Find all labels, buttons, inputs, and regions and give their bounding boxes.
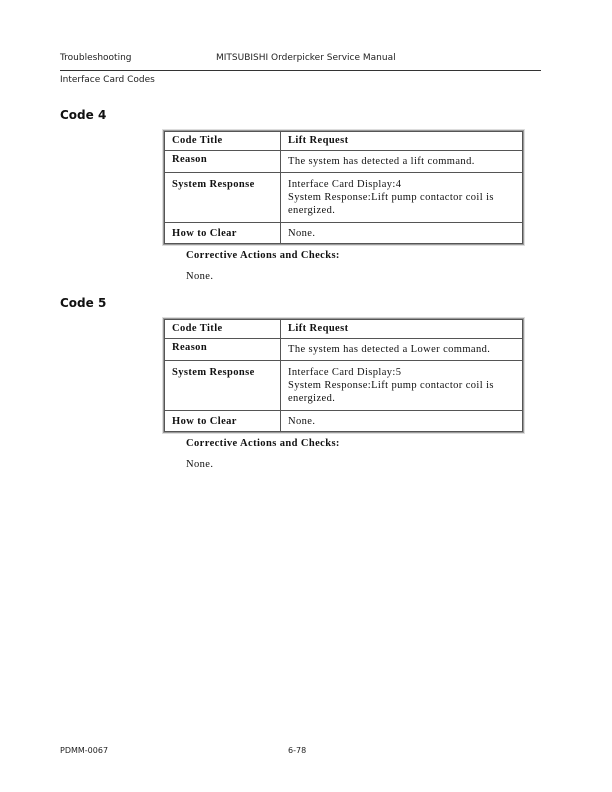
header-rule: [60, 70, 541, 71]
footer-page-number: 6-78: [288, 746, 307, 755]
row-label: How to Clear: [165, 411, 281, 432]
row-value: None.: [281, 411, 523, 432]
row-value: Lift Request: [281, 132, 523, 151]
row-value: The system has detected a Lower command.: [281, 339, 523, 361]
footer-doc-id: PDMM-0067: [60, 746, 109, 755]
row-value: None.: [281, 223, 523, 244]
row-label: Code Title: [165, 132, 281, 151]
row-value: Interface Card Display:5 System Response:Lift pump contactor coil is energized.: [281, 361, 523, 411]
code-table: [163, 130, 524, 245]
corrective-text: None.: [186, 271, 214, 282]
row-label: System Response: [165, 361, 281, 411]
corrective-actions: [186, 250, 340, 282]
table-row: [165, 320, 523, 339]
row-label: System Response: [165, 173, 281, 223]
header-section: Troubleshooting: [60, 53, 132, 63]
row-label: Code Title: [165, 320, 281, 339]
code-table: [163, 318, 524, 433]
table-row: [165, 223, 523, 244]
row-label: How to Clear: [165, 223, 281, 244]
table-row: [165, 173, 523, 223]
row-label: Reason: [165, 339, 281, 361]
code-heading: Code 5: [60, 296, 107, 310]
row-value: Lift Request: [281, 320, 523, 339]
row-value: Interface Card Display:4 System Response:Lift pump contactor coil is energized.: [281, 173, 523, 223]
row-value: The system has detected a lift command.: [281, 151, 523, 173]
corrective-actions: [186, 438, 340, 470]
header-manual-title: MITSUBISHI Orderpicker Service Manual: [216, 53, 396, 63]
code-heading: Code 4: [60, 108, 107, 122]
corrective-heading: Corrective Actions and Checks:: [186, 438, 340, 449]
table-row: [165, 361, 523, 411]
table-row: [165, 411, 523, 432]
row-label: Reason: [165, 151, 281, 173]
table-row: [165, 339, 523, 361]
header-subsection: Interface Card Codes: [60, 75, 155, 85]
table-row: [165, 151, 523, 173]
table-row: [165, 132, 523, 151]
corrective-heading: Corrective Actions and Checks:: [186, 250, 340, 261]
corrective-text: None.: [186, 459, 214, 470]
